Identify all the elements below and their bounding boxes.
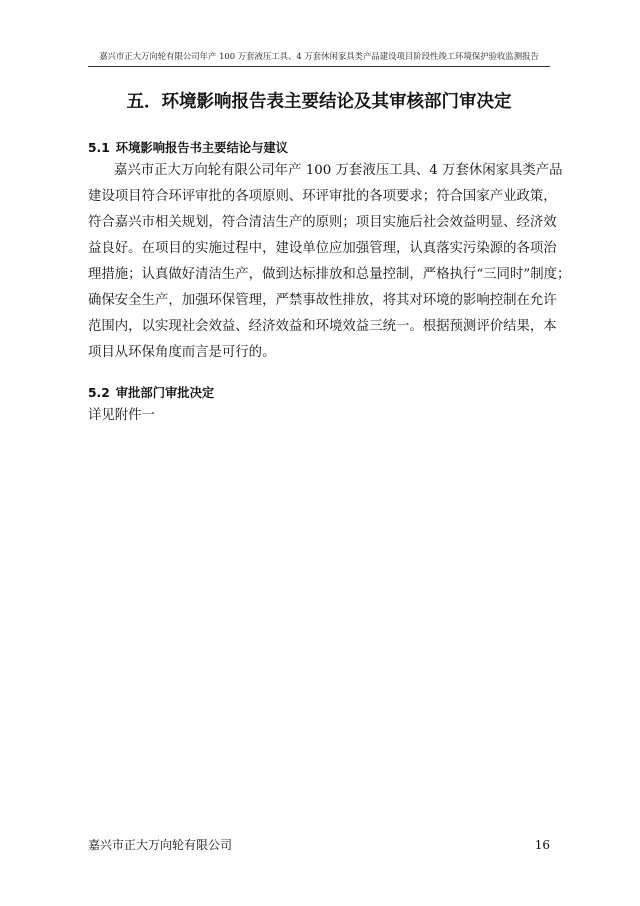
section-number: 5.2 (88, 386, 110, 400)
paragraph-line: 益良好。在项目的实施过程中，建设单位应加强管理，认真落实污染源的各项治 (88, 241, 557, 256)
chapter-title: 五．环境影响报告表主要结论及其审核部门审决定 (126, 92, 512, 112)
section-heading-5-2 (88, 384, 214, 402)
header-divider (88, 66, 550, 67)
paragraph-line: 理措施；认真做好清洁生产，做到达标排放和总量控制，严格执行“三同时”制度； (88, 267, 571, 282)
running-header: 嘉兴市正大万向轮有限公司年产 100 万套液压工具、4 万套休闲家具类产品建设项目阶段性竣工环境保护验收监测报告 (99, 51, 539, 61)
section-number: 5.1 (88, 141, 110, 155)
section-heading-5-1 (88, 139, 288, 157)
paragraph-line: 项目从环保角度而言是可行的。 (88, 345, 276, 360)
paragraph-line: 确保安全生产，加强环保管理，严禁事故性排放，将其对环境的影响控制在允许 (88, 293, 557, 308)
paragraph-line: 建设项目符合环评审批的各项原则、环评审批的各项要求；符合国家产业政策， (88, 189, 557, 204)
paragraph-line: 详见附件一 (88, 408, 155, 423)
section-title: 审批部门审批决定 (115, 386, 215, 400)
paragraph-line: 范围内，以实现社会效益、经济效益和环境效益三统一。根据预测评价结果，本 (88, 319, 557, 334)
paragraph-line: 嘉兴市正大万向轮有限公司年产 100 万套液压工具、4 万套休闲家具类产品 (114, 163, 563, 178)
page-number: 16 (534, 838, 550, 852)
section-title: 环境影响报告书主要结论与建议 (115, 141, 288, 155)
paragraph-line: 符合嘉兴市相关规划，符合清洁生产的原则；项目实施后社会效益明显、经济效 (88, 215, 557, 230)
footer-company: 嘉兴市正大万向轮有限公司 (88, 838, 233, 852)
